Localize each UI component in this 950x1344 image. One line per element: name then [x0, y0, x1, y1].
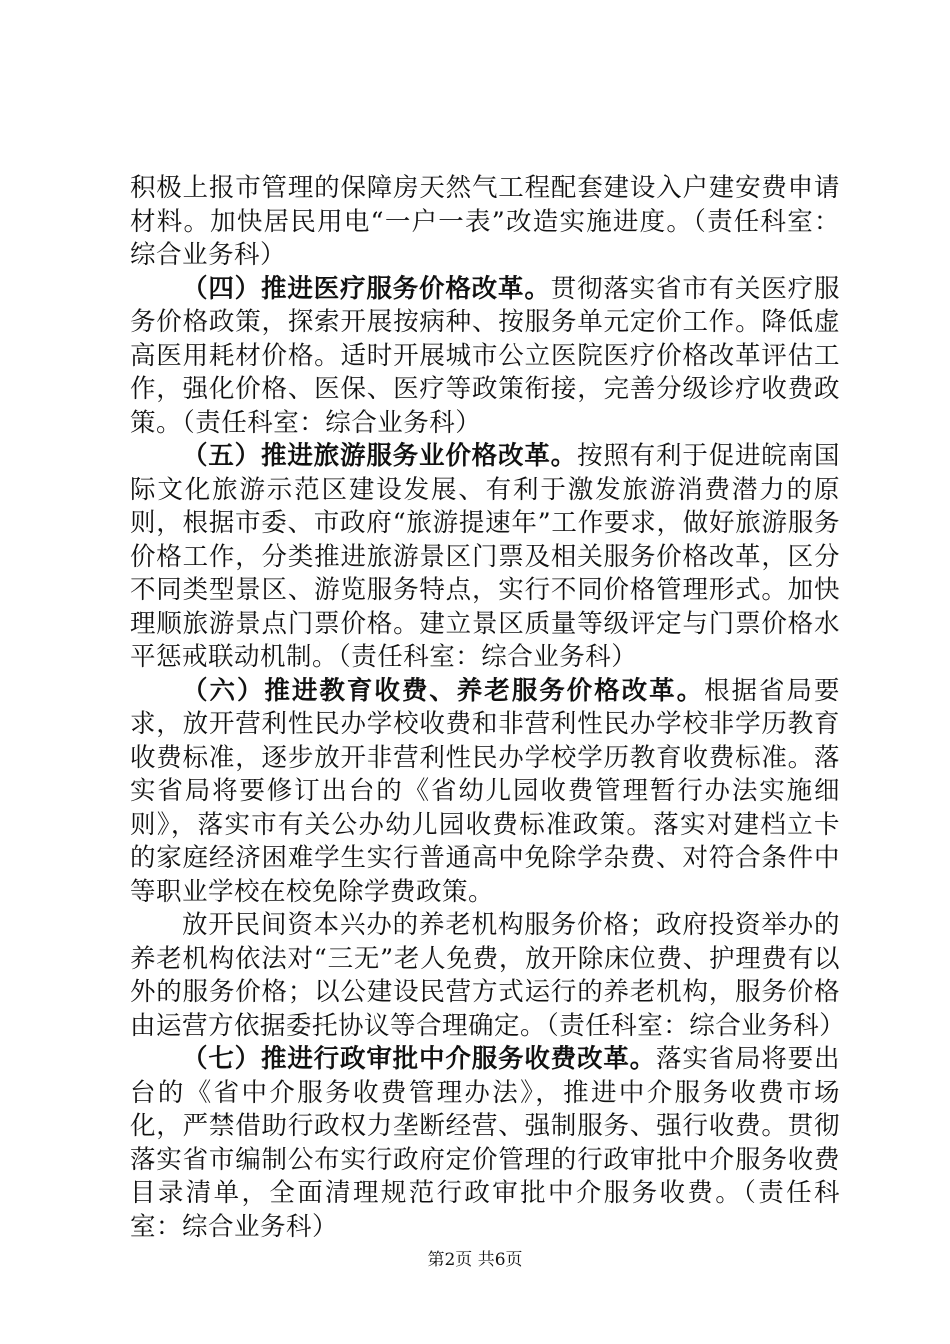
paragraph-elderly-care	[130, 909, 846, 1043]
page-number-footer: 第2页 共6页	[427, 1250, 523, 1270]
paragraph-text: 放开民间资本兴办的养老机构服务价格；政府投资举办的养老机构依法对“三无”老人免费，放开除床位费、护理费有以外的服务价格；以公建设民营方式运行的养老机构，服务价格由运营方依据委托协议等合理确定。（责任科室：综合业务科）	[130, 910, 846, 1041]
section-heading-5: （五）推进旅游服务业价格改革。	[182, 441, 577, 471]
paragraph-text: 积极上报市管理的保障房天然气工程配套建设入户建安费申请材料。加快居民用电“一户一表”改造实施进度。（责任科室：综合业务科）	[130, 173, 840, 270]
section-heading-7: （七）推进行政审批中介服务收费改革。	[182, 1044, 656, 1074]
paragraph-intermediary-fees	[130, 1043, 840, 1244]
paragraph-continuation	[130, 172, 840, 273]
paragraph-text: 根据省局要求，放开营利性民办学校收费和非营利性民办学校非学历教育收费标准，逐步放开非营利性民办学校学历教育收费标准。落实省局将要修订出台的《省幼儿园收费管理暂行办法实施细则》，落实市有关公办幼儿园收费标准政策。落实对建档立卡的家庭经济困难学生实行普通高中免除学杂费、对符合条件中等职业学校在校免除学费政策。	[130, 675, 840, 907]
paragraph-text: 按照有利于促进皖南国际文化旅游示范区建设发展、有利于激发旅游消费潜力的原则，根据市委、市政府“旅游提速年”工作要求，做好旅游服务价格工作，分类推进旅游景区门票及相关服务价格改革，区分不同类型景区、游览服务特点，实行不同价格管理形式。加快理顺旅游景点门票价格。建立景区质量等级评定与门票价格水平惩戒联动机制。（责任科室：综合业务科）	[130, 441, 840, 672]
paragraph-tourism-pricing	[130, 440, 840, 675]
paragraph-text: 落实省局将要出台的《省中介服务收费管理办法》，推进中介服务收费市场化，严禁借助行政权力垄断经营、强制服务、强行收费。贯彻落实省市编制公布实行政府定价管理的行政审批中介服务收费目录清单，全面清理规范行政审批中介服务收费。（责任科室：综合业务科）	[130, 1044, 840, 1242]
section-heading-4: （四）推进医疗服务价格改革。	[182, 273, 551, 304]
section-heading-6: （六）推进教育收费、养老服务价格改革。	[182, 675, 705, 706]
paragraph-medical-pricing	[130, 273, 840, 441]
document-body	[130, 172, 846, 1244]
paragraph-text: 贯彻落实省市有关医疗服务价格政策，探索开展按病种、按服务单元定价工作。降低虚高医用耗材价格。适时开展城市公立医院医疗价格改革评估工作，强化价格、医保、医疗等政策衔接，完善分级诊疗收费政策。（责任科室：综合业务科）	[130, 273, 840, 438]
paragraph-education-elderly-pricing	[130, 675, 840, 910]
